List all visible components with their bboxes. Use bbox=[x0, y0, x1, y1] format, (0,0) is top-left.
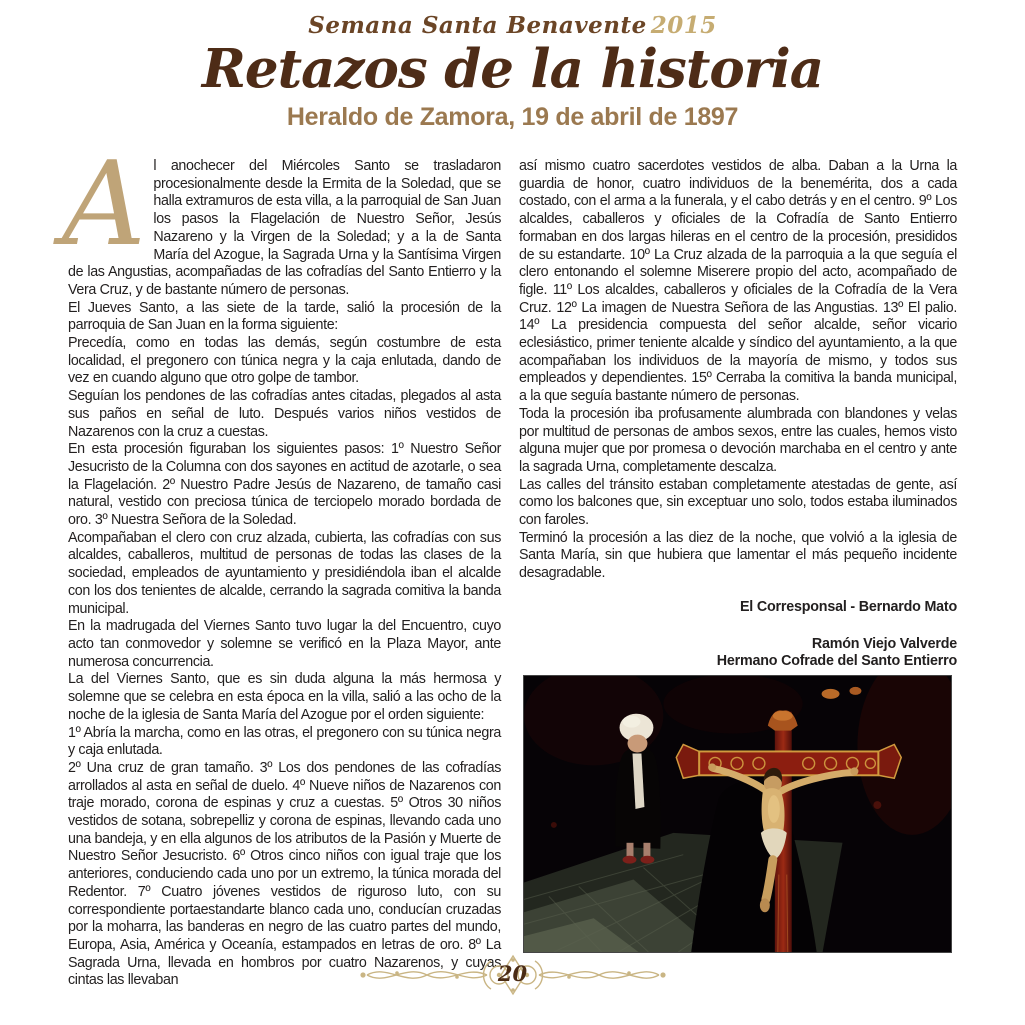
article-paragraph-text: l anochecer del Miércoles Santo se trasladaron procesionalmente desde la Ermita de la Soledad, que se halla extramuros de esta villa, a la parroquial de San Juan los pasos la Flagelación de Nuestro Señor, Jesús Nazareno y la Virgen de la Soledad; y a la de Santa María del Azogue, la Sagrada Urna y la Santísima Virgen de las Angustias, acompañadas de las cofradías del Santo Entierro y la Vera Cruz, y de bastante número de personas. bbox=[68, 158, 501, 298]
article-paragraph: En la madrugada del Viernes Santo tuvo lugar la del Encuentro, cuyo acto tan conmovedor y solemne se verificó en la Plaza Mayor, ante numerosa concurrencia. bbox=[68, 618, 501, 670]
signature-author-name: Ramón Viejo Valverde bbox=[811, 635, 957, 652]
article-paragraph: En esta procesión figuraban los siguientes pasos: 1º Nuestro Señor Jesucristo de la Columna con dos sayones en actitud de azotarle, o sea la Flagelación. 2º Nuestro Padre Jesús de Nazareno, de tamaño casi natural, vestido con preciosa túnica de terciopelo morado bordada de oro. 3º Nuestra Señora de la Soledad. bbox=[68, 441, 501, 529]
page-header bbox=[0, 12, 1025, 132]
series-title-text: Semana Santa Benavente bbox=[308, 12, 647, 39]
article-paragraph: Toda la procesión iba profusamente alumbrada con blandones y velas por multitud de personas de ambos sexos, entre las cuales, hemos visto alguna mujer que por promesa o devoción marchaba en el centro y ante la sagrada Urna, completamente descalza. bbox=[519, 405, 957, 475]
article-column-left bbox=[62, 137, 501, 990]
article-paragraph: Precedía, como en todas las demás, según costumbre de esta localidad, el pregonero con túnica negra y la caja enlutada, dando de vez en cuando alguno que otro golpe de tambor. bbox=[68, 335, 501, 387]
page-subtitle: Heraldo de Zamora, 19 de abril de 1897 bbox=[286, 103, 739, 132]
dropcap-letter-a: A bbox=[62, 137, 146, 272]
article-paragraph: Terminó la procesión a las diez de la noche, que volvió a la iglesia de Santa María, sin que hubiera que lamentar el más pequeño incidente desagradable. bbox=[519, 529, 957, 582]
article-paragraph: Acompañaban el clero con cruz alzada, cubierta, las cofradías con sus alcaldes, caballeros, multitud de personas de todas las clases de la sociedad, empleados de ayuntamiento y presidiéndola iban el alcalde con los dos tenientes de alcalde, cerrando la sagrada comitiva la banda municipal. bbox=[68, 529, 501, 617]
article-paragraph bbox=[62, 137, 501, 300]
page-number: 20 bbox=[497, 961, 528, 986]
signature-correspondent: El Corresponsal - Bernardo Mato bbox=[739, 598, 957, 615]
article-paragraph: Las calles del tránsito estaban completamente atestadas de gente, así como los balcones que, sin exceptuar uno solo, todos estaba iluminados con faroles. bbox=[519, 476, 957, 529]
article-column-right bbox=[519, 158, 957, 671]
procession-photo bbox=[523, 675, 952, 953]
series-title bbox=[0, 12, 1025, 39]
signature-author-role: Hermano Cofrade del Santo Entierro bbox=[716, 653, 957, 670]
page-footer bbox=[0, 952, 1025, 1002]
article-paragraph: Seguían los pendones de las cofradías antes citadas, plegados al asta sus paños en señal de luto. Después varios niños vestidos de Nazarenos con la cruz a cuestas. bbox=[68, 388, 501, 440]
page-title: Retazos de la historia bbox=[201, 38, 824, 100]
article-paragraph: La del Viernes Santo, que es sin duda alguna la más hermosa y solemne que se celebra en esta época en la villa, salió a las ocho de la noche de la iglesia de Santa María del Azogue por el orden siguiente: bbox=[68, 671, 501, 723]
article-paragraph: así mismo cuatro sacerdotes vestidos de alba. Daban a la Urna la guardia de honor, cuatro individuos de la benemérita, dos a cada costado, con el arma a la funerala, y el cabo detrás y en el centro. 9º Los alcaldes, caballeros y oficiales de la Cofradía de Santo Entierro formaban en dos largas hileras en el centro de la procesión, presididos de su estandarte. 10º La Cruz alzada de la parroquia a la que seguía el clero entonando el solemne Miserere propio del acto, acompañado de figle. 11º Los alcaldes, caballeros y oficiales de la Cofradía de la Vera Cruz. 12º La imagen de Nuestra Señora de las Angustias. 13º El palio. 14º La presidencia compuesta del señor alcalde, señor vicario eclesiástico, primer teniente alcalde y síndico del ayuntamiento, a la que acompañaban los individuos de la mayoría de mismo, y todos sus empleados y dependientes. 15º Cerraba la comitiva la banda municipal, a la que seguía bastante número de personas. bbox=[519, 158, 957, 405]
procession-photo-illustration bbox=[524, 676, 951, 952]
series-year: 2015 bbox=[650, 12, 717, 39]
article-paragraph: 2º Una cruz de gran tamaño. 3º Los dos pendones de las cofradías arrollados al asta en señal de duelo. 4º Nueve niños de Nazarenos con traje morado, corona de espinas y cruz a cuestas. 5º Otros 30 niños vestidos de sotana, sobrepelliz y corona de espinas, llevando cada uno una bandeja, y en ella algunos de los atributos de la Pasión y Muerte de Nuestro Señor Jesucristo. 6º Otros cinco niños con igual traje que los anteriores, conduciendo cada uno por un extremo, la túnica morada del Redentor. 7º Cuatro jóvenes vestidos de riguroso luto, con su correspondiente portaestandarte blanco cada uno, conducían cruzadas por la moharra, las banderas en negro de las cuatro partes del mundo, Europa, Asia, América y Oceanía, estampados en letras de oro. 8º La Sagrada Urna, llevada en hombros por cuatro Nazarenos, y cuyas cintas las llevaban bbox=[68, 759, 501, 989]
article-paragraph: 1º Abría la marcha, como en las otras, el pregonero con su túnica negra y caja enlutada. bbox=[68, 724, 501, 759]
article-paragraph: El Jueves Santo, a las siete de la tarde, salió la procesión de la parroquia de San Juan en la forma siguiente: bbox=[68, 299, 501, 334]
article-signatures bbox=[519, 599, 957, 671]
